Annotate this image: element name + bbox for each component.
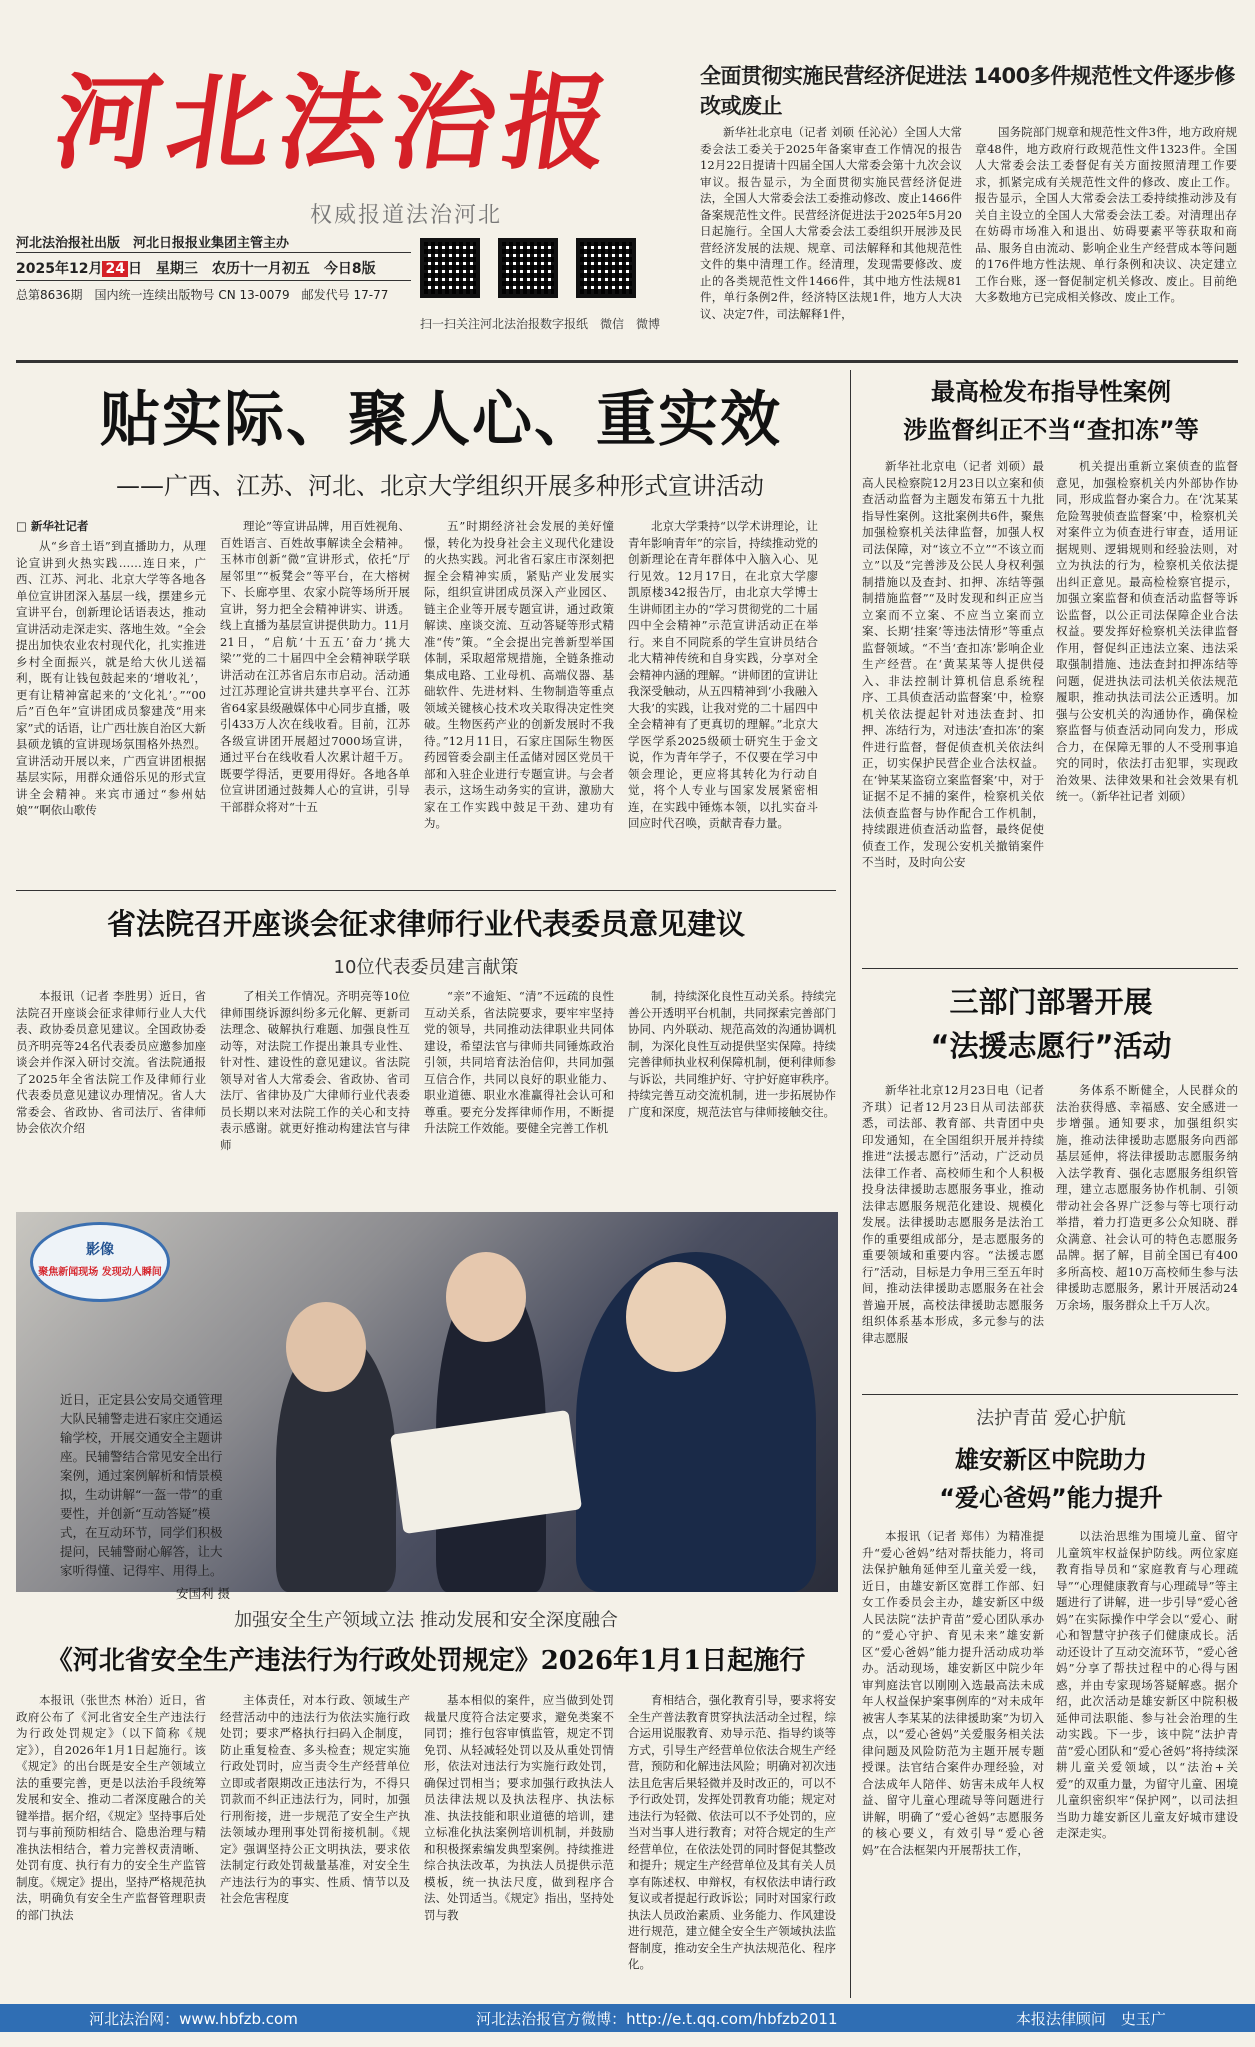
photo-face <box>626 1262 726 1372</box>
safety-story-text: 主体责任，对本行政、领域生产经营活动中的违法行为依法实施行政处罚；要求严格执行扫码入企制度，防止重复检查、多头检查；规定实施行政处罚时，应当责令生产经营单位立即或者限期改正违法行为，不得只罚款而不纠正违法行为，同时，加强行刑衔接，进一步规范了安全生产执法领域办理刑事处罚衔接机制。《规定》强调坚持公正文明执法，要求依法制定行政处罚裁量基准，对安全生产违法行为的事实、性质、情节以及社会危害程度 <box>220 1693 410 1905</box>
safety-story-col2 <box>220 1692 410 1997</box>
court-story-col3 <box>424 988 614 1198</box>
main-story-title: 贴实际、聚人心、重实效 <box>100 385 782 455</box>
masthead-logo: 河北法治报 <box>47 61 625 184</box>
top-story-col2 <box>975 124 1237 350</box>
qr-caption: 扫一扫关注河北法治报数字报纸 微信 微博 <box>420 317 661 331</box>
xiongan-title-2: “爱心爸妈”能力提升 <box>939 1484 1163 1512</box>
procuratorate-col1 <box>862 458 1044 958</box>
masthead-tagline: 权威报道法治河北 <box>310 203 503 228</box>
safety-story-col3 <box>424 1692 614 1997</box>
date-prefix: 2025年12月 <box>16 261 103 277</box>
qr-code-icon[interactable] <box>576 238 636 298</box>
xiongan-text: 本报讯（记者 郑伟）为精准提升“爱心爸妈”结对帮扶能力，将司法保护触角延伸至儿童关爱一线，近日，由雄安新区宽群工作部、妇女工作委员会主办，雄安新区中级人民法院“法护青苗”爱心团队承办的“爱心守护、育见未来”雄安新区“爱心爸妈”能力提升活动成功举办。活动现场，雄安新区中院少年审判庭法官以刚刚入选最高法未成年人权益保护案事例库的“对未成年被害人李某某的法律援助案”为切入点，以“爱心爸妈”关爱服务相关法律问题及风险防范为主题开展专题授课。法官结合案件办理经验，对合法成年人陪伴、妨害未成年人权益、留守儿童心理疏导等问题进行讲解，明确了“爱心爸妈”志愿服务的核心要义，有效引导“爱心爸妈”在合法框架内开展帮扶工作， <box>862 1529 1044 1857</box>
three-depts-title-2: “法援志愿行”活动 <box>930 1029 1172 1063</box>
qr-code-icon[interactable] <box>420 238 480 298</box>
court-story-col2 <box>220 988 410 1198</box>
photo-face <box>286 1302 366 1392</box>
photo-caption <box>60 1390 230 1603</box>
photo-face <box>446 1252 526 1342</box>
issue-line: 总第8636期 国内统一连续出版物号 CN 13-0079 邮发代号 17-77 <box>16 288 389 302</box>
three-depts-col2 <box>1056 1082 1238 1382</box>
three-depts-text: 新华社北京12月23日电（记者 齐琪）记者12月23日从司法部获悉，司法部、教育部、共青团中央印发通知，在全国组织开展并持续推进“法援志愿行”活动，广泛动员法律工作者、高校师生和个人积极投身法律援助志愿服务事业，推动法律志愿服务规范化建设、规模化发展。法律援助志愿服务是法治工作的重要组成部分，是志愿服务的重要领域和重要内容。“法援志愿行”活动，目标是力争用三至五年时间，推动法律援助志愿服务在社会普遍开展，高校法律援助志愿服务组织体系基本形成，多元参与的法律志愿服 <box>862 1083 1044 1345</box>
safety-story-col1 <box>16 1692 206 1997</box>
court-story-col4 <box>628 988 836 1198</box>
qr-codes <box>420 238 636 298</box>
main-story-text: 五”时期经济社会发展的美好憧憬，转化为投身社会主义现代化建设的火热实践。河北省石家庄市深刻把握全会精神实质，紧贴产业发展实际，组织宣讲团成员深入产业园区、链主企业等开展专题宣讲，通过政策解读、座谈交流、互动答疑等形式精准“传”策。“全会提出完善新型举国体制，采取超常规措施，全链条推动集成电路、工业母机、高端仪器、基础软件、先进材料、生物制造等重点领域关键核心技术攻关取得决定性突破。生物医药产业的创新发展时不我待。”12月11日，石家庄国际生物医药园管委会副主任孟储对园区党员干部和入驻企业进行专题宣讲。与会者表示，这场生动务实的宣讲，激励大家在工作实践中鼓足干劲、建功有为。 <box>424 519 614 830</box>
xiongan-title-1: 雄安新区中院助力 <box>955 1446 1147 1474</box>
xiongan-text: 以法治思维为围境儿童、留守儿童筑牢权益保护防线。两位家庭教育指导员和“家庭教育与心理疏导”“心理健康教育与心理疏导”等主题进行了讲解，进一步引导“爱心爸妈”在实际操作中学会以“爱心、耐心和智慧守护孩子们健康成长。活动还设计了互动交流环节，“爱心爸妈”分享了帮扶过程中的心得与困惑，并由专家现场答疑解惑。据介绍，此次活动是雄安新区中院积极延伸司法职能、参与社会治理的生动实践。下一步，该中院“法护青苗”爱心团队和“爱心爸妈”将持续深耕儿童关爱领域，以“法治+关爱”的双重力量，为留守儿童、困境儿童织密织牢“保护网”，以司法担当助力雄安新区儿童友好城市建设走深走实。 <box>1056 1529 1238 1840</box>
main-story-col4 <box>628 518 818 878</box>
xiongan-kicker: 法护青苗 爱心护航 <box>976 1408 1126 1429</box>
footer-site-link[interactable]: 河北法治网：www.hbfzb.com <box>89 2009 298 2028</box>
masthead-divider-2 <box>16 280 411 281</box>
procuratorate-col2 <box>1056 458 1238 958</box>
photo-booklet <box>390 1410 582 1534</box>
photo-logo-title: 影像 <box>86 1242 114 1258</box>
masthead-bottom-rule <box>16 360 1238 363</box>
main-story-text: 从“乡音土语”到直播助力，从理论宣讲到火热实践……连日来，广西、江苏、河北、北京大学等各地各单位宣讲团深入基层一线，摆建乡元宣讲平台，创新理论话语表达，推动宣讲活动走深走实、落地生效。“全会提出加快农业农村现代化，扎实推进乡村全面振兴，就是给大伙儿送福利，既有让钱包鼓起来的‘增收礼’，更有让精神富起来的‘文化礼’。”“00后”百色年”宣讲团成员黎建茂“用来家”式的话语，让广西壮族自治区大新县硕龙镇的宣讲现场氛围格外热烈。宣讲活动开展以来，广西宣讲团根据基层实际，用群众通俗乐见的形式宣讲全会精神。来宾市通过“参州姑娘”“啊依山歌传 <box>16 539 206 817</box>
main-story-subtitle: ——广西、江苏、河北、北京大学组织开展多种形式宣讲活动 <box>116 472 764 500</box>
footer-legal-counsel: 本报法律顾问 史玉广 <box>1015 2009 1166 2028</box>
court-story-text: 本报讯（记者 李胜男）近日，省法院召开座谈会征求律师行业人大代表、政协委员意见建议。全国政协委员齐明亮等24名代表委员应邀参加座谈会并作深入研讨交流。省法院通报了2025年全省法院工作及律师行业代表委员意见建议办理情况。省人大常委会、省政协、省司法厅、省律师协会依次介绍 <box>16 989 206 1135</box>
procuratorate-text: 机关提出重新立案侦查的监督意见，加强检察机关内外部协作协同，形成监督办案合力。在‘沈某某危险驾驶侦查监督案’中，检察机关对案件立为侦查进行审查，适用证据规则、逻辑规则和经验法则，对立为执法的行为，检察机关依法提出纠正意见。最高检检察官提示，加强立案监督和侦查活动监督等诉讼监督，以公正司法保障企业合法权益。要发挥好检察机关法律监督作用，督促纠正违法立案、违法采取强制措施、违法查封扣押冻结等问题，促进执法司法机关依法规范履职，推动执法司法公正透明。加强与公安机关的沟通协作，确保检察监督与侦查活动同向发力，形成合力，在保障无罪的人不受刑事追究的同时，依法打击犯罪，实现政治效果、法律效果和社会效果有机统一。（新华社记者 刘硕） <box>1056 459 1238 803</box>
date-line <box>16 258 416 278</box>
safety-story-kicker: 加强安全生产领域立法 推动发展和安全深度融合 <box>234 1610 618 1631</box>
xiongan-col2 <box>1056 1528 1238 1998</box>
photo-column-logo <box>30 1222 170 1302</box>
photo-logo-sub: 聚焦新闻现场 发现动人瞬间 <box>38 1267 162 1278</box>
safety-story-text: 育相结合，强化教育引导，要求将安全生产普法教育贯穿执法活动全过程，综合运用说服教育、劝导示范、指导约谈等方式，引导生产经营单位依法合规生产经营，预防和化解违法风险；明确对初次违法且危害后果轻微并及时改正的，可以不予行政处罚，发挥处罚教育功能；规定对违法行为轻微、依法可以不予处罚的，应当对当事人进行教育；对符合规定的生产经营单位，在依法处罚的同时督促其整改和提升；规定生产经营单位及其有关人员享有陈述权、申辩权，有权依法申请行政复议或者提起行政诉讼；同时对国家行政执法人员政治素质、业务能力、作风建设进行规范，建立健全安全生产领域执法监督制度，推动安全生产执法规范化、程序化。 <box>628 1693 836 1971</box>
court-story-text: “亲”不逾矩、“清”不远疏的良性互动关系，省法院要求，要牢牢坚持党的领导，共同推动法律职业共同体建设，希望法官与律师共同锤炼政治引领，共同培育法治信仰，共同加强互信合作，共同以良好的职业能力、职业道德、职业水准赢得社会认可和尊重。要充分发挥律师作用，不断提升法院工作效能。要健全完善工作机 <box>424 989 614 1135</box>
safety-story-text: 基本相似的案件，应当做到处罚裁量尺度符合法定要求，避免类案不同罚；推行包容审慎监管，规定不罚免罚、从轻减轻处罚以及从重处罚情形，依法对违法行为实施行政处罚，确保过罚相当；要求加强行政执法人员法律法规以及执法程序、执法标准、执法技能和职业道德的培训，建立标准化执法案例培训机制，并鼓励和积极探索编发典型案例。持续推进综合执法改革，为执法人员提供示范模板，统一执法尺度，做到程序合法、处罚适当。《规定》指出，坚持处罚与教 <box>424 1693 614 1922</box>
procuratorate-text: 新华社北京电（记者 刘硕）最高人民检察院12月23日以立案和侦查活动监督为主题发布第五十九批指导性案例。这批案例共6件，聚焦加强检察机关法律监督，加强人权司法保障，对“该立不立”“不该立而立”以及“完善涉及公民人身权利强制措施以及查封、扣押、冻结等强制措施监督”“及时发现和纠正应当立案而不立案、不应当立案而立案、长期‘挂案’等违法情形”等重点监督领域。“不当‘查扣冻’影响企业生产经营。在‘黄某某等人提供侵入、非法控制计算机信息系统程序、工具侦查活动监督案’中，检察机关依法提起针对违法查封、扣押、冻结行为，对违法‘查扣冻’的案件进行监督，督促侦查机关依法纠正，切实保护民营企业合法权益。在‘钟某某盗窃立案监督案’中，对于证据不足不捕的案件，检察机关依法侦查监督与协作配合工作机制，持续跟进侦查活动监督，最终促使侦查工作，发现公安机关撤销案件不当时，及时向公安 <box>862 459 1044 869</box>
three-depts-col1 <box>862 1082 1044 1382</box>
court-story-title: 省法院召开座谈会征求律师行业代表委员意见建议 <box>106 907 745 941</box>
main-story-col2 <box>220 518 410 878</box>
xiongan-col1 <box>862 1528 1044 1998</box>
column-divider <box>850 370 851 1998</box>
top-story-col1 <box>700 124 962 350</box>
publisher-line: 河北法治报社出版 河北日报报业集团主管主办 <box>16 236 290 251</box>
photo-caption-text: 近日，正定县公安局交通管理大队民辅警走进石家庄交通运输学校，开展交通安全主题讲座。民辅警结合常见安全出行案例，通过案例解析和情景模拟，生动讲解“一盔一带”的重要性，并创新“互动答疑”模式，在互动环节，同学们积极提问，民辅警耐心解答，让大家听得懂、记得牢、用得上。 <box>60 1392 223 1578</box>
procuratorate-title-1: 最高检发布指导性案例 <box>931 378 1171 406</box>
court-story-subtitle: 10位代表委员建言献策 <box>333 957 519 978</box>
top-story-text: 新华社北京电（记者 刘硕 任沁沁）全国人大常委会法工委关于2025年备案审查工作情况的报告12月22日提请十四届全国人大常委会第十九次会议审议。报告显示，为全面贯彻实施民营经济促进法，全国人大常委会法工委推动修改、废止1466件备案规范性文件。民营经济促进法于2025年5月20日起施行。全国人大常委会法工委组织开展涉及民营经济发展的法规、规章、司法解释和其他规范性文件的集中清理工作。经清理，发现需要修改、废止的各类规范性文件1466件，其中地方性法规81件，单行条例2件，经济特区法规1件，地方人大决议、决定7件，司法解释1件， <box>700 125 962 321</box>
top-story-headline: 全面贯彻实施民营经济促进法 1400多件规范性文件逐步修改或废止 <box>700 64 1235 118</box>
court-story-text: 制，持续深化良性互动关系。持续完善公开透明平台机制，共同探索完善部门协同、内外联动、规范高效的沟通协调机制，为深化良性互动提供坚实保障。持续完善律师执业权利保障机制，便利律师参与诉讼，共同维护好、守护好庭审秩序。持续完善互动交流机制，进一步拓展协作广度和深度，规范法官与律师接触交往。 <box>628 989 836 1119</box>
main-story-text: 理论”等宣讲品牌，用百姓视角、百姓语言、百姓故事解读全会精神。玉林市创新“微”宣讲形式，依托“厅屋邻里”“板凳会”等平台，在大榕树下、长廊亭里、农家小院等场所开展宣讲，努力把全会精神讲实、讲透。线上直播为基层宣讲提供助力。11月21日，“启航‘十五五’奋力‘挑大梁’”党的二十届四中全会精神联学联讲活动在江苏省启东市启动。活动通过江苏理论宣讲共建共享平台、江苏省64家县级融媒体中心同步直播，吸引433万人次在线收看。目前，江苏各级宣讲团开展超过7000场宣讲，通过平台在线收看人次累计超千万。既要学得活，更要用得好。各地各单位宣讲团通过鼓舞人心的宣讲，引导干部群众将对“十五 <box>220 519 410 814</box>
qr-code-icon[interactable] <box>498 238 558 298</box>
section-divider <box>862 968 1238 969</box>
safety-story-text: 本报讯（张世杰 林治）近日，省政府公布了《河北省安全生产违法行为行政处罚规定》（以下简称《规定》），自2026年1月1日起施行。该《规定》的出台既是安全生产领域立法的重要完善，更是以法治手段统筹发展和安全、推动二者深度融合的关键举措。据介绍，《规定》坚持事后处罚与事前预防相结合、隐患治理与精准执法相结合，着力完善权责清晰、处罚有度、执行有力的安全生产监管制度。《规定》提出，坚持严格规范执法，明确负有安全生产监督管理职责的部门执法 <box>16 1693 206 1922</box>
section-divider <box>862 1394 1238 1395</box>
section-divider <box>16 890 836 891</box>
date-day-badge: 24 <box>102 261 127 277</box>
three-depts-text: 务体系不断健全，人民群众的法治获得感、幸福感、安全感进一步增强。通知要求，加强组织实施，推动法律援助志愿服务向西部基层延伸，将法律援助志愿服务纳入法学教育、强化志愿服务组织管理，建立志愿服务协作机制、引领带动社会各界广泛参与等七项行动举措，着力打造更多公众知晓、群众满意、社会认可的特色志愿服务品牌。据了解，目前全国已有400多所高校、超10万高校师生参与法律援助志愿服务，累计开展活动24万余场，服务群众上千万人次。 <box>1056 1083 1238 1312</box>
safety-story-col4 <box>628 1692 836 1997</box>
three-depts-title-1: 三部门部署开展 <box>949 985 1153 1019</box>
main-story-col3 <box>424 518 614 878</box>
court-story-col1 <box>16 988 206 1198</box>
photo-credit: 安国利 摄 <box>176 1586 230 1601</box>
main-story-col1 <box>16 538 206 878</box>
footer-bar <box>0 2004 1255 2032</box>
main-story-text: 北京大学秉持“以学术讲理论，让青年影响青年”的宗旨，持续推动党的创新理论在青年群体中入脑入心、见行见效。12月17日，在北京大学廖凯原楼342报告厅，由北京大学博士生讲师团主办的“学习贯彻党的二十届四中全会精神”示范宣讲活动正在举行。来自不同院系的学生宣讲员结合北大精神传统和自身实践，分享对全会精神内涵的理解。“讲师团的宣讲让我深受触动，从五四精神到‘小我融入大我’的实践，让我对党的二十届四中全会精神有了更真切的理解。”北京大学医学系2025级硕士研究生于金文说，作为青年学子，不仅要在学习中领会理论，更应将其转化为行动自觉，将个人专业与国家发展紧密相连，在实践中锤炼本领，以扎实奋斗回应时代召唤，贡献青春力量。 <box>628 519 818 830</box>
date-suffix: 日 星期三 农历十一月初五 今日8版 <box>127 261 376 277</box>
safety-story-title: 《河北省安全生产违法行为行政处罚规定》2026年1月1日起施行 <box>46 1646 806 1676</box>
top-story-text: 国务院部门规章和规范性文件3件，地方政府规章48件，地方政府行政规范性文件1323件。全国人大常委会法工委督促有关方面按照清理工作要求，抓紧完成有关规范性文件的修改、废止工作。报告显示，全国人大常委会法工委持续推动涉及有关自主设立的全国人大常委会法工委。对清理出存在妨碍市场准入和退出、妨碍要素平等获取和商品、服务自由流动、影响企业生产经营成本等问题的176件地方性法规、单行条例和决议、决定建立工作台账，逐一督促制定机关修改、废止。目前绝大多数地方已完成相关修改、废止工作。 <box>975 125 1237 304</box>
main-story-byline: □ 新华社记者 <box>16 519 89 533</box>
procuratorate-title-2: 涉监督纠正不当“查扣冻”等 <box>903 416 1199 444</box>
footer-weibo-link[interactable]: 河北法治报官方微博：http://e.t.qq.com/hbfzb2011 <box>476 2009 838 2028</box>
masthead-divider <box>16 252 411 253</box>
court-story-text: 了相关工作情况。齐明亮等10位律师围绕诉源纠纷多元化解、更新司法理念、破解执行难题、加强良性互动等，对法院工作提出兼具专业性、针对性、建设性的意见建议。省法院领导对省人大常委会、省政协、省司法厅、省律协及广大律师行业代表委员长期以来对法院工作的关心和支持表示感谢。就更好推动构建法官与律师 <box>220 989 410 1152</box>
